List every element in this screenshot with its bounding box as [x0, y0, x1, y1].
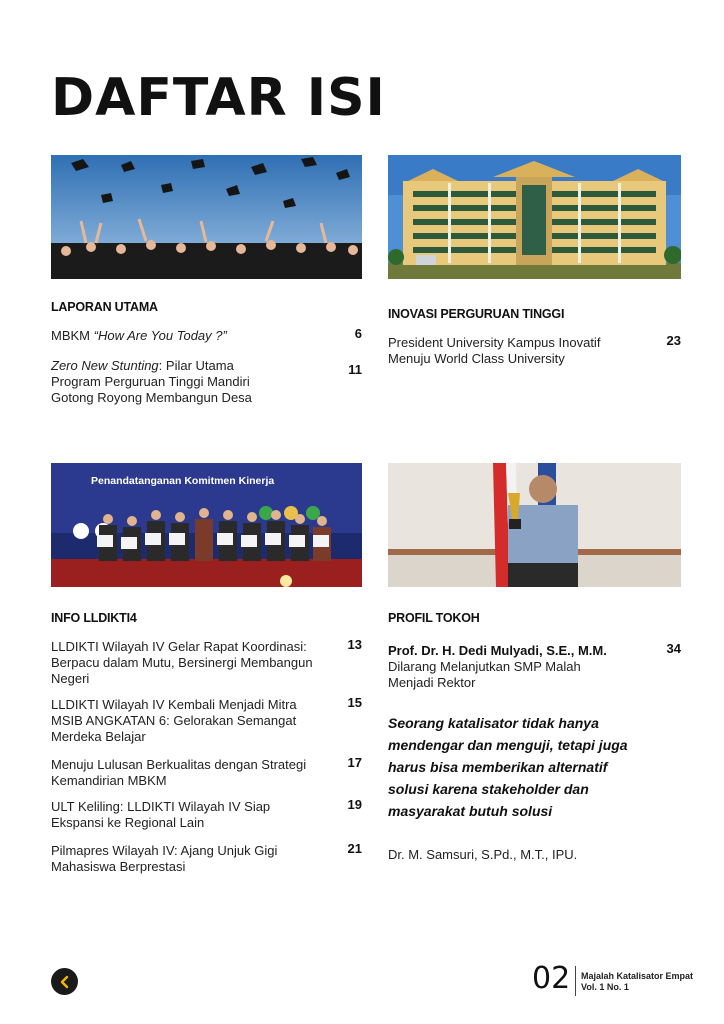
- entry-text: LLDIKTI Wilayah IV Kembali Menjadi Mitra MSIB ANGKATAN 6: Gelorakan Semangat Merdeka Belajar: [51, 697, 297, 744]
- entry-text: ULT Keliling: LLDIKTI Wilayah IV Siap Ekspansi ke Regional Lain: [51, 799, 271, 830]
- toc-entry[interactable]: [51, 328, 362, 344]
- entry-text: Dilarang Melanjutkan SMP Malah Menjadi Rektor: [388, 659, 581, 690]
- magazine-volume: Vol. 1 No. 1: [581, 982, 629, 992]
- entry-text: LLDIKTI Wilayah IV Gelar Rapat Koordinasi: Berpacu dalam Mutu, Bersinergi Membangun Negeri: [51, 639, 313, 686]
- toc-entry[interactable]: [51, 843, 362, 875]
- toc-entry[interactable]: [388, 335, 681, 367]
- pull-quote: Seorang katalisator tidak hanya mendengar dan menguji, tetapi juga harus bisa memberikan alternatif solusi karena stakeholder dan masyarakat butuh solusi: [388, 715, 628, 819]
- signing-ceremony-photo: [51, 463, 362, 587]
- section-heading-inovasi: INOVASI PERGURUAN TINGGI: [388, 307, 565, 321]
- page-number: 17: [347, 755, 362, 770]
- entry-text: MBKM: [51, 328, 94, 343]
- entry-text: Pilmapres Wilayah IV: Ajang Unjuk Gigi Mahasiswa Berprestasi: [51, 843, 278, 874]
- profile-portrait-photo: [388, 463, 681, 587]
- section-heading-profil-tokoh: PROFIL TOKOH: [388, 611, 480, 625]
- page-number: 15: [347, 695, 362, 710]
- entry-text: President University Kampus Inovatif Menuju World Class University: [388, 335, 601, 366]
- page-title: DAFTAR ISI: [51, 68, 386, 128]
- chevron-left-icon: [58, 975, 72, 989]
- toc-entry[interactable]: [51, 639, 362, 687]
- quote-author: Dr. M. Samsuri, S.Pd., M.T., IPU.: [388, 847, 578, 862]
- back-button[interactable]: [51, 968, 78, 995]
- university-building-photo: [388, 155, 681, 279]
- entry-text-italic: “How Are You Today ?”: [93, 328, 227, 343]
- graduation-photo: [51, 155, 362, 279]
- magazine-info: [581, 971, 693, 993]
- page-number: 6: [354, 326, 362, 341]
- banner-text: Penandatanganan Komitmen Kinerja: [91, 475, 275, 487]
- page-number: 11: [348, 362, 362, 377]
- page-number: 19: [347, 797, 362, 812]
- magazine-name: Majalah Katalisator Empat: [581, 971, 694, 981]
- toc-entry[interactable]: [388, 643, 681, 691]
- page-number: 23: [666, 333, 681, 348]
- toc-entry[interactable]: [51, 358, 362, 406]
- section-heading-info-lldikti: INFO LLDIKTI4: [51, 611, 137, 625]
- page-number: 34: [666, 641, 681, 656]
- page-number: 21: [347, 841, 362, 856]
- profile-name: Prof. Dr. H. Dedi Mulyadi, S.E., M.M.: [388, 643, 607, 658]
- entry-text-italic: Zero New Stunting: [51, 358, 159, 373]
- footer-page-number: 02: [532, 961, 571, 996]
- entry-text: Menuju Lulusan Berkualitas dengan Strategi Kemandirian MBKM: [51, 757, 307, 788]
- toc-entry[interactable]: [51, 757, 362, 789]
- entry-text: : Pilar Utama Program Perguruan Tinggi Mandiri Gotong Royong Membangun Desa: [51, 358, 252, 405]
- page-number: 13: [347, 637, 362, 652]
- toc-entry[interactable]: [51, 799, 362, 831]
- footer-divider: [575, 966, 576, 996]
- toc-entry[interactable]: [51, 697, 362, 745]
- section-heading-laporan-utama: LAPORAN UTAMA: [51, 300, 158, 314]
